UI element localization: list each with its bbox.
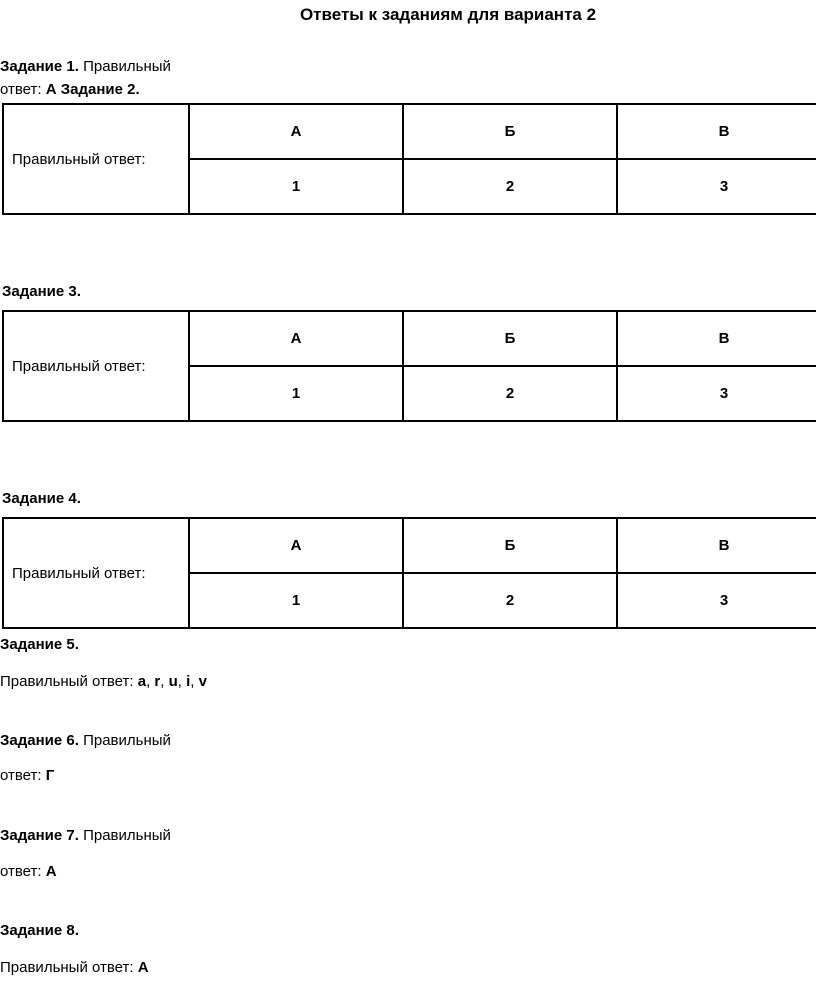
- task4-number-2: 2: [403, 573, 617, 628]
- task7-answer: А: [45, 863, 57, 880]
- task2-number-3: 3: [617, 159, 816, 214]
- task4-answer-table: [2, 517, 816, 629]
- task4-number-3: 3: [617, 573, 816, 628]
- task5-answer-a: a: [137, 673, 147, 690]
- task5-answer-r: r: [154, 673, 161, 690]
- task6-line1: [0, 733, 171, 748]
- task4-heading: Задание 4.: [2, 490, 81, 507]
- task3-answer-table: [2, 310, 816, 422]
- task2-letter-v: В: [617, 104, 816, 159]
- task3-number-3: 3: [617, 366, 816, 421]
- task3-letter-b: Б: [403, 311, 617, 366]
- task1-answer: А: [45, 81, 57, 98]
- task2-letter-b: Б: [403, 104, 617, 159]
- task5-answer-line: Правильный ответ: a, r, u, i, v: [0, 673, 207, 690]
- task8-answer: А: [137, 959, 149, 976]
- task5-answer-u: u: [168, 673, 178, 690]
- task7-line1: [0, 828, 171, 843]
- task3-letter-v: В: [617, 311, 816, 366]
- page-title: Ответы к заданиям для варианта 2: [299, 5, 597, 24]
- task7-line2: [0, 864, 57, 879]
- task3-number-2: 2: [403, 366, 617, 421]
- task1-answer-label: ответ:: [0, 81, 42, 98]
- task1-line1: [0, 59, 171, 74]
- task8-heading: Задание 8.: [0, 922, 79, 939]
- task7-heading: Задание 7.: [0, 827, 79, 844]
- task7-text: Правильный: [83, 827, 171, 844]
- task1-text: Правильный: [83, 58, 171, 75]
- task2-row-label: Правильный ответ:: [3, 104, 189, 214]
- task5-answer-i: i: [186, 673, 191, 690]
- task4-letter-b: Б: [403, 518, 617, 573]
- task6-line2: [0, 768, 54, 783]
- task4-letter-a: А: [189, 518, 403, 573]
- task8-answer-line: [0, 960, 149, 975]
- task1-line2: [0, 82, 140, 97]
- task6-heading: Задание 6.: [0, 732, 79, 749]
- task8-label: Правильный ответ:: [0, 959, 134, 976]
- task2-number-2: 2: [403, 159, 617, 214]
- task2-heading: Задание 2.: [60, 81, 140, 98]
- task6-answer-label: ответ:: [0, 767, 42, 784]
- task2-answer-table: [2, 103, 816, 215]
- task4-number-1: 1: [189, 573, 403, 628]
- task7-answer-label: ответ:: [0, 863, 42, 880]
- task6-text: Правильный: [83, 732, 171, 749]
- task4-row-label: Правильный ответ:: [3, 518, 189, 628]
- task3-heading: Задание 3.: [2, 283, 81, 300]
- task5-heading: Задание 5.: [0, 636, 79, 653]
- task5-answer-v: v: [198, 673, 207, 690]
- task1-heading: Задание 1.: [0, 58, 79, 75]
- task5-label: Правильный ответ:: [0, 673, 134, 690]
- task3-row-label: Правильный ответ:: [3, 311, 189, 421]
- task2-letter-a: А: [189, 104, 403, 159]
- task3-letter-a: А: [189, 311, 403, 366]
- task4-letter-v: В: [617, 518, 816, 573]
- task6-answer: Г: [45, 767, 55, 784]
- task3-number-1: 1: [189, 366, 403, 421]
- task2-number-1: 1: [189, 159, 403, 214]
